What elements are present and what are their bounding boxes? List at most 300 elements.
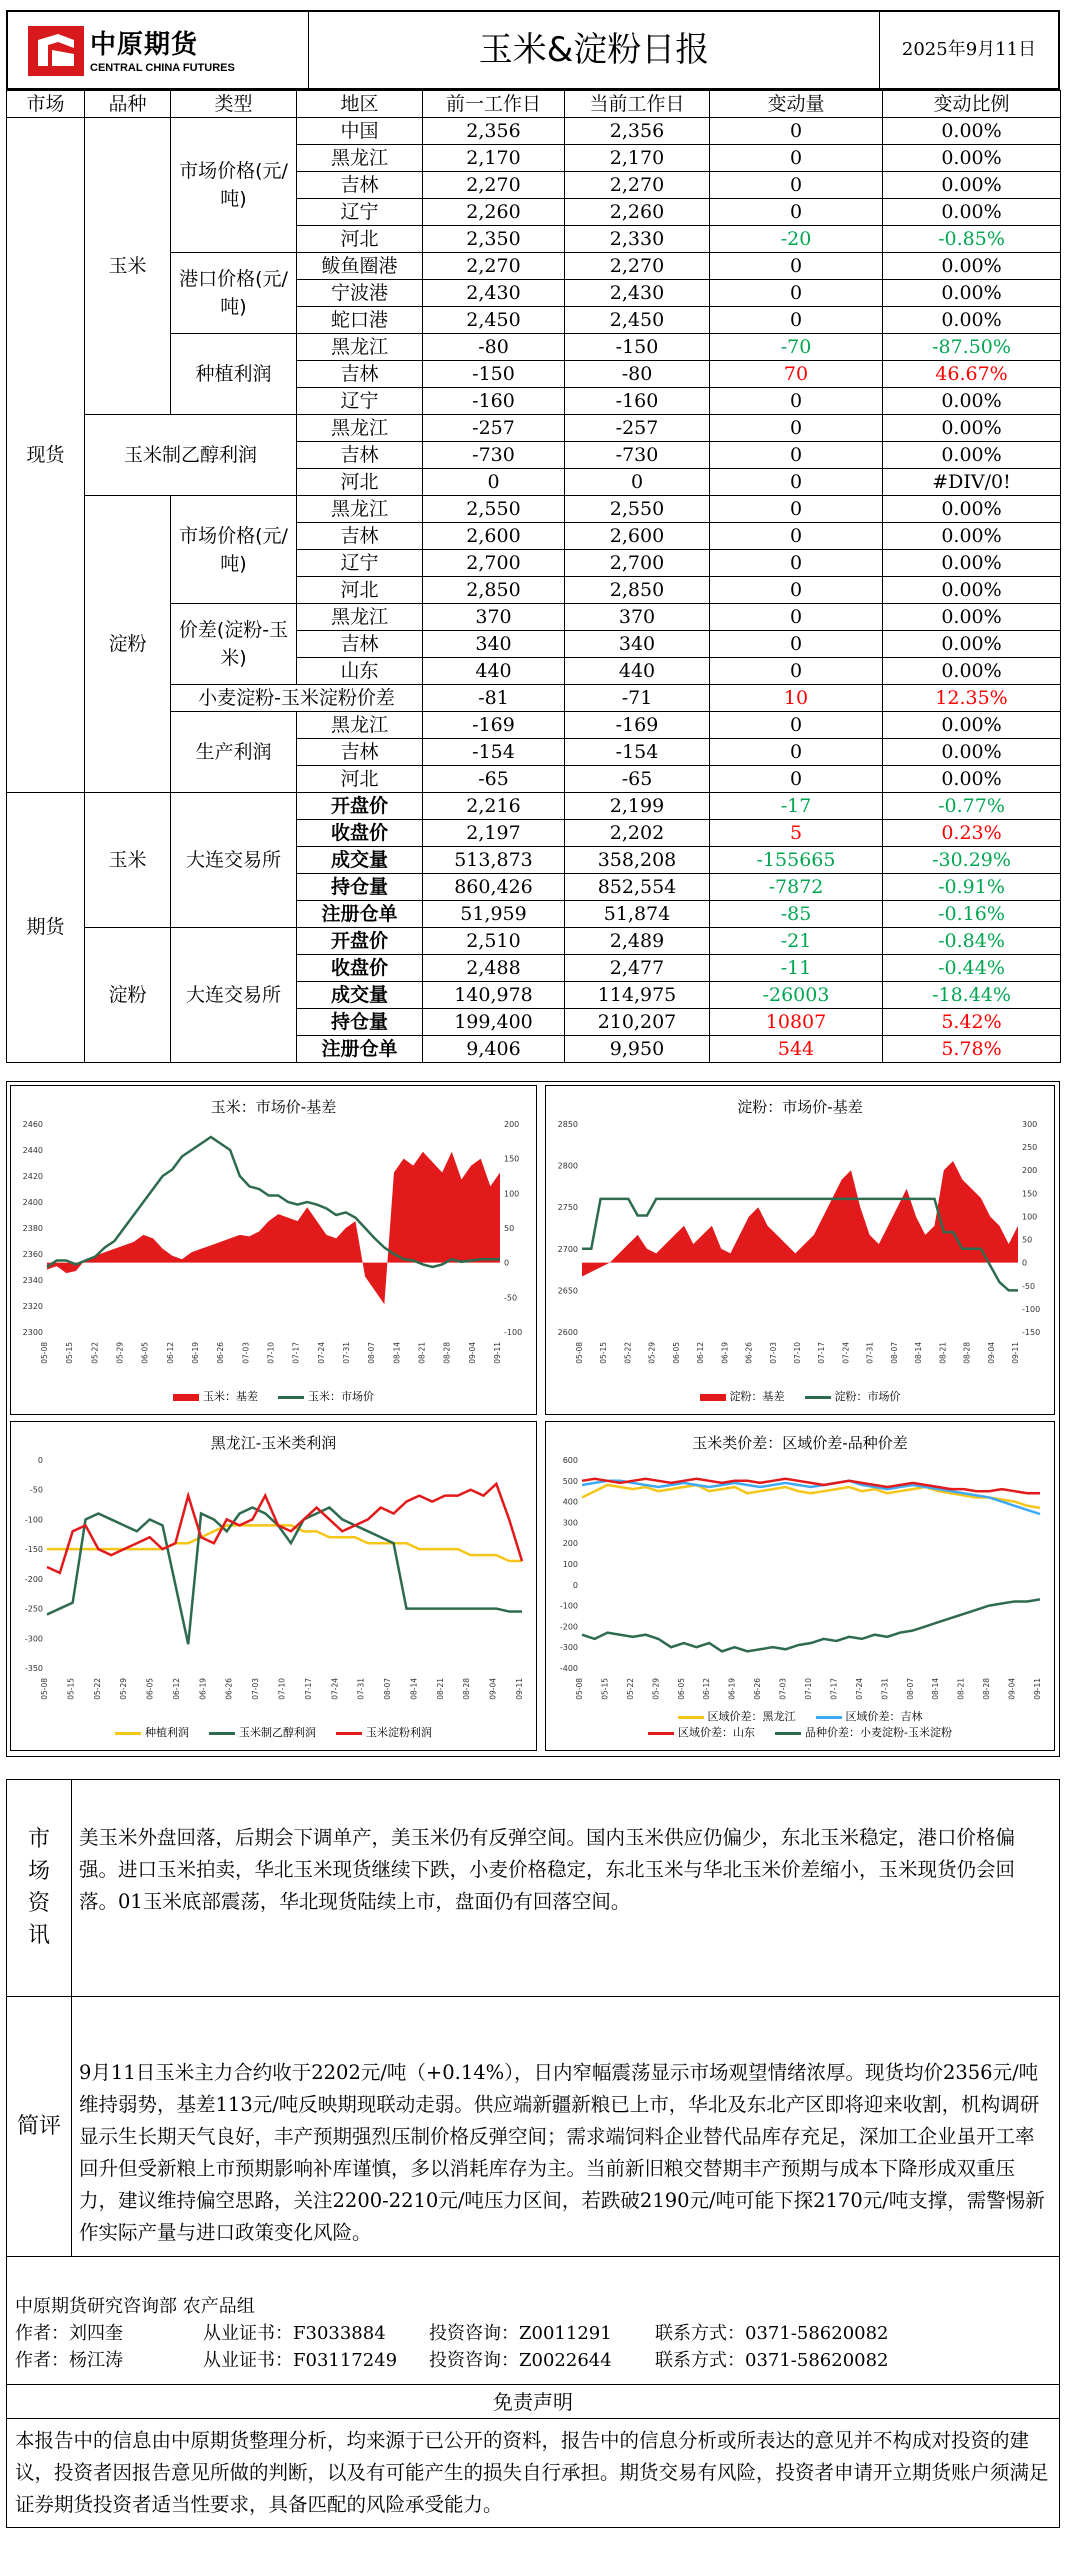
legend-item — [678, 1710, 796, 1723]
y-right-tick-label: 200 — [504, 1120, 520, 1129]
chart-legend — [11, 1388, 536, 1404]
cell-region: 黑龙江 — [297, 604, 423, 631]
cell-prev: 199,400 — [423, 1009, 565, 1036]
x-tick-label: 07-24 — [841, 1342, 851, 1364]
cell-change-pct: -30.29% — [883, 847, 1061, 874]
x-tick-label: 06-05 — [140, 1342, 150, 1364]
cell-change: 10 — [710, 685, 883, 712]
table-header-row — [7, 91, 1061, 118]
y-tick-label: 2750 — [557, 1203, 578, 1213]
report-date: 2025年9月11日 — [879, 12, 1058, 88]
cell-change: -11 — [710, 955, 883, 982]
cell-change-pct: 0.00% — [883, 253, 1061, 280]
cell-prev: 370 — [423, 604, 565, 631]
table-row — [7, 415, 1061, 442]
cell-current: 2,260 — [565, 199, 710, 226]
cell-current: -65 — [565, 766, 710, 793]
cell-current: -71 — [565, 685, 710, 712]
x-tick-label: 06-19 — [191, 1342, 200, 1364]
market-info-label: 市场资讯 — [7, 1780, 72, 1996]
disclaimer-text: 本报告中的信息由中原期货整理分析，均来源于已公开的资料，报告中的信息分析或所表达的意见并不构成对投资的建议，投资者因报告意见所做的判断，以及有可能产生的损失自行承担。期货交易有风险，投资者申请开立期货账户须满足证券期货投资者适当性要求，具备匹配的风险承受能力。 — [6, 2419, 1060, 2528]
cell-type: 港口价格(元/吨) — [171, 253, 297, 334]
cell-prev: 2,270 — [423, 172, 565, 199]
x-tick-label: 06-26 — [744, 1342, 754, 1364]
x-tick-label: 09-11 — [1033, 1678, 1042, 1700]
cell-change: 0 — [710, 577, 883, 604]
cell-change-pct: 0.00% — [883, 442, 1061, 469]
chart-title: 玉米类价差：区域价差-品种价差 — [692, 1434, 908, 1452]
cell-region: 吉林 — [297, 523, 423, 550]
y-tick-label: -400 — [559, 1664, 578, 1673]
cell-current: 2,550 — [565, 496, 710, 523]
legend-swatch — [648, 1732, 674, 1735]
cell-prev: -154 — [423, 739, 565, 766]
y-tick-label: 400 — [562, 1497, 578, 1507]
cell-region: 成交量 — [297, 982, 423, 1009]
author-cert: 从业证书：F03117249 — [203, 2350, 398, 2371]
cell-region: 吉林 — [297, 172, 423, 199]
cell-current: 2,170 — [565, 145, 710, 172]
starch-basis-chart — [545, 1085, 1055, 1415]
cell-current: 2,489 — [565, 928, 710, 955]
cell-change: 0 — [710, 442, 883, 469]
x-tick-label: 08-28 — [962, 1342, 972, 1364]
legend-swatch — [816, 1716, 842, 1719]
cell-change: 0 — [710, 307, 883, 334]
y-right-tick-label: 0 — [504, 1258, 510, 1268]
cell-region: 山东 — [297, 658, 423, 685]
x-tick-label: 08-07 — [905, 1678, 915, 1700]
x-tick-label: 07-10 — [277, 1678, 287, 1700]
x-tick-label: 05-08 — [40, 1342, 49, 1364]
cell-change: -20 — [710, 226, 883, 253]
cell-change-pct: 0.00% — [883, 550, 1061, 577]
legend-swatch — [115, 1732, 141, 1735]
cell-current: 2,450 — [565, 307, 710, 334]
y-tick-label: -350 — [24, 1664, 43, 1673]
legend-item — [775, 1726, 952, 1739]
x-tick-label: 05-15 — [600, 1678, 610, 1700]
author-row — [15, 2347, 1051, 2374]
x-tick-label: 09-04 — [467, 1342, 477, 1364]
x-tick-label: 05-15 — [66, 1678, 76, 1700]
y-right-tick-label: 50 — [1022, 1235, 1033, 1245]
y-tick-label: 0 — [572, 1580, 578, 1590]
x-tick-label: 07-31 — [342, 1342, 351, 1364]
cell-change-pct: -0.44% — [883, 955, 1061, 982]
header-change-pct: 变动比例 — [883, 91, 1061, 118]
author-contact: 联系方式：0371-58620082 — [655, 2350, 889, 2371]
cell-current: 2,202 — [565, 820, 710, 847]
x-tick-label: 05-22 — [625, 1678, 635, 1700]
legend-item — [173, 1390, 258, 1403]
report-title: 玉米&淀粉日报 — [478, 30, 710, 70]
chart-legend — [546, 1708, 1054, 1740]
x-tick-label: 07-10 — [804, 1678, 813, 1700]
cell-change-pct: #DIV/0! — [883, 469, 1061, 496]
cell-region: 黑龙江 — [297, 415, 423, 442]
cell-change: 0 — [710, 712, 883, 739]
cell-current: -160 — [565, 388, 710, 415]
legend-label: 区域价差：黑龙江 — [707, 1710, 796, 1723]
cell-change: 10807 — [710, 1009, 883, 1036]
cell-change-pct: 0.00% — [883, 577, 1061, 604]
y-right-tick-label: 250 — [1022, 1143, 1038, 1153]
y-tick-label: 2420 — [22, 1172, 43, 1181]
x-tick-label: 07-03 — [778, 1678, 788, 1700]
cell-type: 生产利润 — [171, 712, 297, 793]
header-region: 地区 — [297, 91, 423, 118]
cell-change: 0 — [710, 550, 883, 577]
y-tick-label: 2650 — [557, 1286, 578, 1296]
y-right-tick-label: 100 — [1022, 1212, 1038, 1222]
y-right-tick-label: 150 — [504, 1154, 520, 1164]
x-tick-label: 08-21 — [417, 1342, 427, 1364]
x-tick-label: 07-31 — [356, 1678, 366, 1700]
cell-prev: 2,510 — [423, 928, 565, 955]
cell-change: 0 — [710, 766, 883, 793]
x-tick-label: 07-24 — [330, 1678, 340, 1700]
cell-change-pct: -0.84% — [883, 928, 1061, 955]
corn-spread-chart — [545, 1421, 1055, 1751]
cell-prev: 2,488 — [423, 955, 565, 982]
cell-region: 黑龙江 — [297, 334, 423, 361]
cell-region: 持仓量 — [297, 1009, 423, 1036]
cell-change: -70 — [710, 334, 883, 361]
legend-item — [805, 1390, 901, 1403]
cell-prev: 2,700 — [423, 550, 565, 577]
legend-label: 淀粉：市场价 — [834, 1390, 901, 1403]
author-advice: 投资咨询：Z0022644 — [429, 2350, 612, 2371]
y-tick-label: 2800 — [557, 1161, 578, 1171]
cell-change: 0 — [710, 469, 883, 496]
cell-change-pct: -18.44% — [883, 982, 1061, 1009]
cell-region: 黑龙江 — [297, 145, 423, 172]
cell-change-pct: 0.00% — [883, 631, 1061, 658]
cell-change-pct: 0.00% — [883, 766, 1061, 793]
cell-prev: 2,197 — [423, 820, 565, 847]
cell-region: 持仓量 — [297, 874, 423, 901]
y-right-tick-label: 200 — [1022, 1166, 1038, 1176]
cell-current: -80 — [565, 361, 710, 388]
y-tick-label: -300 — [559, 1643, 578, 1653]
author-name: 作者：杨江涛 — [15, 2350, 123, 2371]
y-tick-label: -200 — [559, 1622, 578, 1632]
cell-change-pct: 0.00% — [883, 658, 1061, 685]
cell-change-pct: 0.23% — [883, 820, 1061, 847]
cell-variety-starch: 淀粉 — [85, 928, 171, 1063]
cell-current: -154 — [565, 739, 710, 766]
header-type: 类型 — [171, 91, 297, 118]
y-tick-label: 2600 — [557, 1328, 578, 1337]
cell-change: 0 — [710, 280, 883, 307]
cell-region: 吉林 — [297, 361, 423, 388]
charts-panel — [6, 1081, 1060, 1757]
cell-prev: 2,850 — [423, 577, 565, 604]
review-label: 简评 — [7, 1997, 72, 2256]
x-tick-label: 08-28 — [462, 1678, 472, 1700]
y-tick-label: 2400 — [22, 1198, 43, 1207]
x-tick-label: 06-12 — [696, 1342, 706, 1364]
cell-change-pct: -0.91% — [883, 874, 1061, 901]
cell-change-pct: 0.00% — [883, 172, 1061, 199]
cell-change-pct: 0.00% — [883, 307, 1061, 334]
y-tick-label: 2700 — [557, 1244, 578, 1254]
x-tick-label: 07-03 — [241, 1342, 251, 1364]
company-logo — [8, 12, 309, 88]
cell-prev: 440 — [423, 658, 565, 685]
cell-prev: 2,216 — [423, 793, 565, 820]
cell-prev: 2,550 — [423, 496, 565, 523]
cell-change-pct: 12.35% — [883, 685, 1061, 712]
cell-prev: 2,356 — [423, 118, 565, 145]
cell-current: 2,270 — [565, 172, 710, 199]
cell-prev: -169 — [423, 712, 565, 739]
cell-current: 2,330 — [565, 226, 710, 253]
x-tick-label: 09-04 — [986, 1342, 996, 1364]
legend-swatch — [805, 1396, 831, 1399]
cell-current: 2,270 — [565, 253, 710, 280]
y-tick-label: 2460 — [22, 1120, 43, 1129]
cell-current: 0 — [565, 469, 710, 496]
cell-type-ethanol: 玉米制乙醇利润 — [85, 415, 297, 496]
legend-swatch — [775, 1732, 801, 1735]
x-tick-label: 09-04 — [1007, 1678, 1017, 1700]
chart-title: 淀粉：市场价-基差 — [737, 1098, 863, 1116]
cell-prev: 9,406 — [423, 1036, 565, 1063]
author-name: 作者：刘四奎 — [15, 2323, 123, 2344]
cell-change: 0 — [710, 388, 883, 415]
cell-region: 宁波港 — [297, 280, 423, 307]
cell-change-pct: -0.77% — [883, 793, 1061, 820]
chart-title: 玉米：市场价-基差 — [210, 1098, 337, 1116]
cell-change: 0 — [710, 145, 883, 172]
cell-region: 鲅鱼圈港 — [297, 253, 423, 280]
cell-region: 注册仓单 — [297, 901, 423, 928]
x-tick-label: 06-05 — [676, 1678, 686, 1700]
x-tick-label: 08-21 — [435, 1678, 445, 1700]
basis-area-series — [582, 1161, 1018, 1277]
cell-region: 河北 — [297, 469, 423, 496]
legend-item — [816, 1710, 923, 1723]
cell-current: 2,600 — [565, 523, 710, 550]
cell-current: -257 — [565, 415, 710, 442]
y-tick-label: 600 — [562, 1456, 578, 1465]
cell-region: 河北 — [297, 226, 423, 253]
legend-label: 玉米淀粉利润 — [366, 1726, 432, 1739]
x-tick-label: 06-19 — [720, 1342, 730, 1364]
cell-prev: 2,260 — [423, 199, 565, 226]
y-tick-label: -150 — [24, 1545, 43, 1555]
cell-region: 吉林 — [297, 631, 423, 658]
cell-change: 5 — [710, 820, 883, 847]
cell-region: 收盘价 — [297, 955, 423, 982]
y-tick-label: 500 — [562, 1476, 578, 1486]
cell-type: 种植利润 — [171, 334, 297, 415]
cell-type: 市场价格(元/吨) — [171, 118, 297, 253]
x-tick-label: 05-29 — [119, 1678, 129, 1700]
cell-change-pct: 0.00% — [883, 604, 1061, 631]
y-right-tick-label: 300 — [1022, 1120, 1038, 1129]
x-tick-label: 05-22 — [92, 1678, 102, 1700]
cell-change-pct: -0.85% — [883, 226, 1061, 253]
cell-type-wheat-spread: 小麦淀粉-玉米淀粉价差 — [171, 685, 423, 712]
x-tick-label: 06-19 — [198, 1678, 208, 1700]
cell-current: -169 — [565, 712, 710, 739]
cell-change: -17 — [710, 793, 883, 820]
header-variety: 品种 — [85, 91, 171, 118]
table-row — [7, 928, 1061, 955]
cell-change-pct: 46.67% — [883, 361, 1061, 388]
y-right-tick-label: 0 — [1022, 1258, 1028, 1268]
cell-change: -155665 — [710, 847, 883, 874]
legend-label: 玉米：基差 — [203, 1390, 258, 1403]
price-table — [6, 90, 1061, 1063]
x-tick-label: 09-11 — [1011, 1342, 1020, 1364]
y-tick-label: 2300 — [22, 1328, 43, 1337]
cell-market-spot: 现货 — [7, 118, 85, 793]
chart-legend — [11, 1724, 536, 1740]
cell-current: 2,477 — [565, 955, 710, 982]
cell-change-pct: 0.00% — [883, 739, 1061, 766]
cell-current: -730 — [565, 442, 710, 469]
report-header — [6, 10, 1060, 90]
cell-region: 吉林 — [297, 442, 423, 469]
cell-prev: -150 — [423, 361, 565, 388]
x-tick-label: 07-10 — [266, 1342, 276, 1364]
cell-change: 0 — [710, 172, 883, 199]
review-section — [6, 1997, 1060, 2257]
x-tick-label: 05-22 — [623, 1342, 633, 1364]
cell-exchange: 大连交易所 — [171, 928, 297, 1063]
cell-exchange: 大连交易所 — [171, 793, 297, 928]
x-tick-label: 07-17 — [303, 1678, 313, 1700]
x-tick-label: 08-07 — [889, 1342, 899, 1364]
department-text: 中原期货研究咨询部 农产品组 — [15, 2296, 255, 2317]
legend-label: 区域价差：吉林 — [845, 1710, 923, 1723]
line-series — [47, 1484, 522, 1573]
cell-change: 0 — [710, 253, 883, 280]
y-tick-label: 2320 — [22, 1302, 43, 1311]
y-tick-label: 2380 — [22, 1224, 43, 1233]
cell-change: 0 — [710, 604, 883, 631]
author-advice: 投资咨询：Z0011291 — [429, 2323, 612, 2344]
x-tick-label: 08-07 — [367, 1342, 377, 1364]
legend-label: 品种价差：小麦淀粉-玉米淀粉 — [805, 1726, 952, 1739]
cell-change: 544 — [710, 1036, 883, 1063]
table-row — [7, 793, 1061, 820]
cell-prev: 2,170 — [423, 145, 565, 172]
table-row — [7, 496, 1061, 523]
x-tick-label: 05-29 — [647, 1342, 657, 1364]
cell-change-pct: 0.00% — [883, 712, 1061, 739]
cell-change-pct: 5.78% — [883, 1036, 1061, 1063]
cell-region: 注册仓单 — [297, 1036, 423, 1063]
legend-swatch — [278, 1396, 304, 1399]
cell-prev: -81 — [423, 685, 565, 712]
cell-change: -7872 — [710, 874, 883, 901]
legend-swatch — [209, 1732, 235, 1735]
cell-change: 0 — [710, 496, 883, 523]
cell-region: 河北 — [297, 766, 423, 793]
author-contact: 联系方式：0371-58620082 — [655, 2323, 889, 2344]
legend-swatch — [336, 1732, 362, 1735]
cell-change-pct: 0.00% — [883, 118, 1061, 145]
legend-item — [209, 1726, 316, 1739]
y-tick-label: -100 — [24, 1515, 43, 1525]
x-tick-label: 07-31 — [880, 1678, 890, 1700]
cell-change: 0 — [710, 523, 883, 550]
review-text: 9月11日玉米主力合约收于2202元/吨（+0.14%），日内窄幅震荡显示市场观望情绪浓厚。现货均价2356元/吨维持弱势，基差113元/吨反映期现联动走弱。供应端新疆新粮已上市，华北及东北产区即将迎来收割，机构调研显示生长期天气良好，丰产预期强烈压制价格反弹空间；需求端饲料企业替代品库存充足，深加工企业虽开工率回升但受新粮上市预期影响补库谨慎，多以消耗库存为主。当前新旧粮交替期丰产预期与成本下降形成双重压力，建议维持偏空思路，关注2200-2210元/吨压力区间，若跌破2190元/吨可能下探2170元/吨支撑，需警惕新作实际产量与进口政策变化风险。 — [79, 2061, 1045, 2244]
y-right-tick-label: 150 — [1022, 1189, 1038, 1199]
y-right-tick-label: -50 — [504, 1293, 518, 1303]
y-tick-label: 2360 — [22, 1250, 43, 1259]
x-tick-label: 07-03 — [768, 1342, 778, 1364]
cell-prev: 860,426 — [423, 874, 565, 901]
x-tick-label: 05-29 — [651, 1678, 661, 1700]
author-footer — [6, 2257, 1060, 2385]
legend-item — [115, 1726, 189, 1739]
x-tick-label: 05-15 — [599, 1342, 609, 1364]
cell-prev: 340 — [423, 631, 565, 658]
cell-change-pct: 0.00% — [883, 145, 1061, 172]
y-tick-label: -200 — [24, 1574, 43, 1584]
chart-title: 黑龙江-玉米类利润 — [210, 1434, 337, 1452]
y-tick-label: 2440 — [22, 1146, 43, 1155]
cell-current: 370 — [565, 604, 710, 631]
cell-current: 2,430 — [565, 280, 710, 307]
x-tick-label: 08-14 — [931, 1678, 941, 1700]
cell-change: 70 — [710, 361, 883, 388]
header-current-day: 当前工作日 — [565, 91, 710, 118]
cell-current: 2,199 — [565, 793, 710, 820]
x-tick-label: 05-15 — [65, 1342, 75, 1364]
x-tick-label: 07-17 — [817, 1342, 827, 1364]
cell-change: 0 — [710, 118, 883, 145]
y-tick-label: 0 — [37, 1456, 43, 1465]
y-tick-label: -50 — [29, 1485, 43, 1495]
x-tick-label: 06-12 — [171, 1678, 181, 1700]
cell-variety-corn: 玉米 — [85, 793, 171, 928]
cell-change-pct: -0.16% — [883, 901, 1061, 928]
legend-label: 玉米制乙醇利润 — [239, 1726, 316, 1739]
legend-label: 淀粉：基差 — [729, 1390, 785, 1403]
y-tick-label: 100 — [562, 1560, 578, 1569]
cell-prev: 0 — [423, 469, 565, 496]
cell-change-pct: 0.00% — [883, 415, 1061, 442]
x-tick-label: 05-08 — [40, 1678, 49, 1700]
x-tick-label: 06-26 — [224, 1678, 234, 1700]
author-row — [15, 2320, 1051, 2347]
cell-prev: -257 — [423, 415, 565, 442]
author-cert: 从业证书：F3033884 — [203, 2323, 386, 2344]
cell-prev: -65 — [423, 766, 565, 793]
cell-region: 河北 — [297, 577, 423, 604]
legend-item — [278, 1390, 374, 1403]
cell-current: 358,208 — [565, 847, 710, 874]
cell-change-pct: -87.50% — [883, 334, 1061, 361]
cell-prev: -80 — [423, 334, 565, 361]
cell-change-pct: 0.00% — [883, 496, 1061, 523]
cell-change-pct: 0.00% — [883, 199, 1061, 226]
heilongjiang-profit-chart — [10, 1421, 537, 1751]
basis-area-series — [47, 1152, 500, 1305]
x-tick-label: 06-12 — [702, 1678, 712, 1700]
x-tick-label: 06-19 — [727, 1678, 737, 1700]
line-series — [582, 1599, 1040, 1651]
chart-legend — [546, 1388, 1054, 1404]
x-tick-label: 08-21 — [938, 1342, 948, 1364]
